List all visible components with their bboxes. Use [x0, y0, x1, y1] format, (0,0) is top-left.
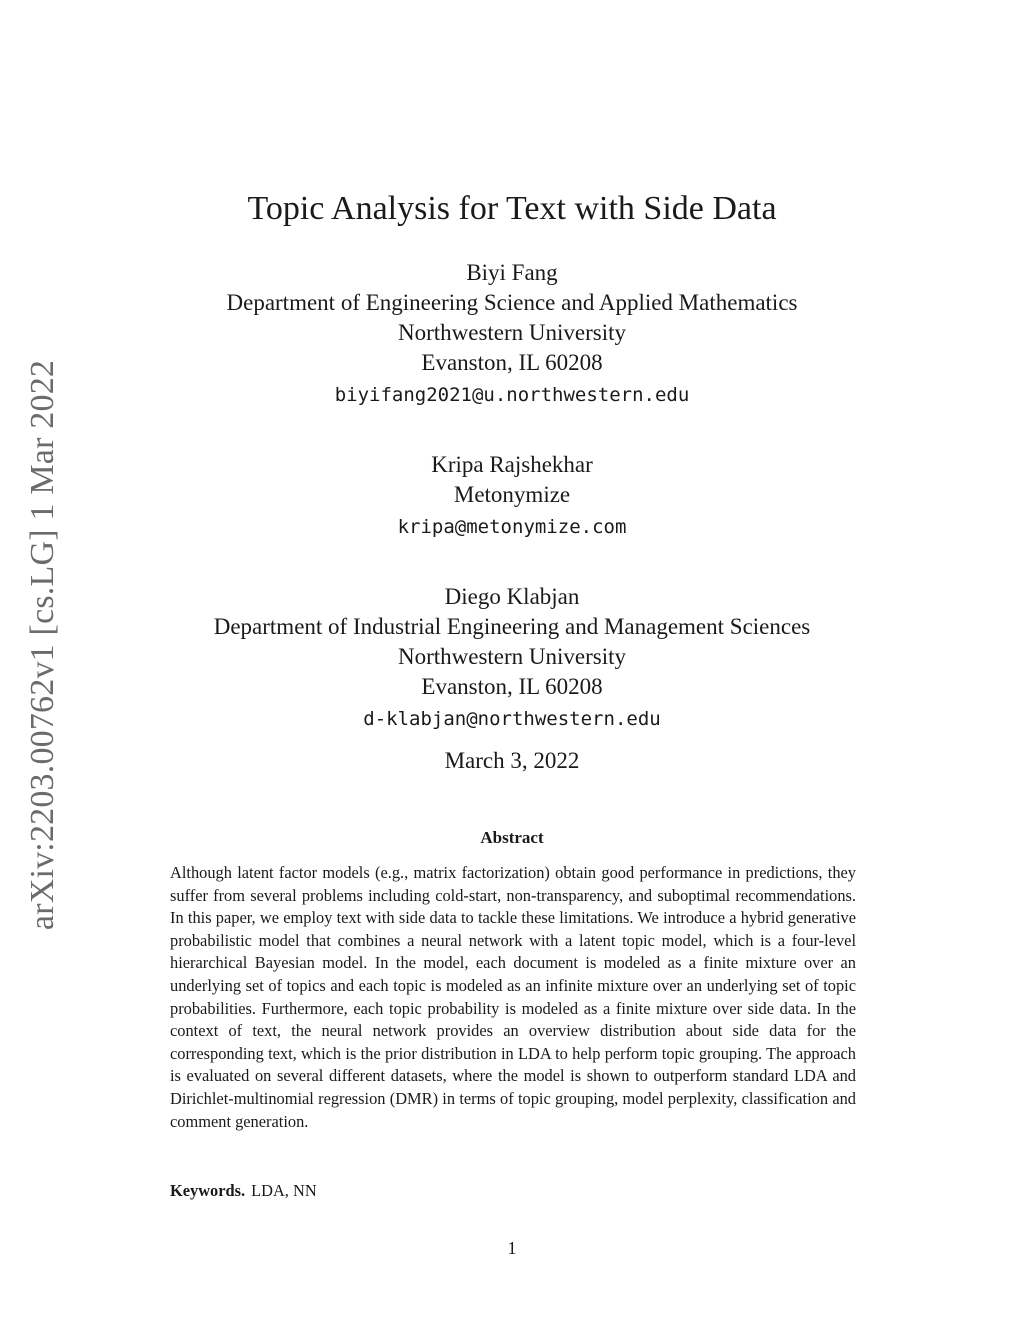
author-affiliation: Department of Industrial Engineering and Management Sciences	[213, 614, 811, 639]
author-affiliation: Northwestern University	[397, 320, 627, 345]
abstract-text: Although latent factor models (e.g., matrix factorization) obtain good performance in predictions, they suffer from several problems including cold-start, non-transparency, and suboptimal recommendations. In this paper, we employ text with side data to tackle these limitations. We introduce a hybrid generative probabilistic model that combines a neural network with a latent topic model, which is a four-level hierarchical Bayesian model. In the model, each document is modeled as a finite mixture over an underlying set of topics and each topic is modeled as an infinite mixture over an underlying set of topic probabilities. Furthermore, each topic probability is modeled as a finite mixture over side data. In the context of text, the neural network provides an overview distribution about side data for the corresponding text, which is the prior distribution in LDA to help perform topic grouping. The approach is evaluated on several different datasets, where the model is shown to outperform standard LDA and Dirichlet-multinomial regression (DMR) in terms of topic grouping, model perplexity, classification and comment generation.	[170, 863, 856, 1131]
author-block-1	[0, 258, 1024, 410]
page-number: 1	[507, 1238, 517, 1258]
author-name: Diego Klabjan	[444, 584, 580, 609]
author-block-3	[0, 582, 1024, 734]
paper-date: March 3, 2022	[444, 748, 580, 773]
author-block-2	[0, 450, 1024, 542]
author-email: d-klabjan@northwestern.edu	[363, 708, 661, 730]
author-email: biyifang2021@u.northwestern.edu	[334, 384, 690, 406]
author-affiliation: Department of Engineering Science and Applied Mathematics	[226, 290, 798, 315]
author-affiliation: Evanston, IL 60208	[421, 350, 603, 375]
abstract-heading: Abstract	[480, 828, 544, 847]
author-name: Biyi Fang	[466, 260, 558, 285]
author-affiliation: Northwestern University	[397, 644, 627, 669]
author-affiliation: Evanston, IL 60208	[421, 674, 603, 699]
author-email: kripa@metonymize.com	[397, 516, 627, 538]
keywords-line	[170, 1180, 856, 1202]
author-affiliation: Metonymize	[453, 482, 571, 507]
arxiv-identifier: arXiv:2203.00762v1 [cs.LG] 1 Mar 2022	[24, 359, 62, 931]
author-name: Kripa Rajshekhar	[431, 452, 593, 477]
keywords-label: Keywords.	[170, 1181, 246, 1200]
paper-title: Topic Analysis for Text with Side Data	[247, 190, 777, 227]
keywords-value: LDA, NN	[251, 1181, 317, 1200]
